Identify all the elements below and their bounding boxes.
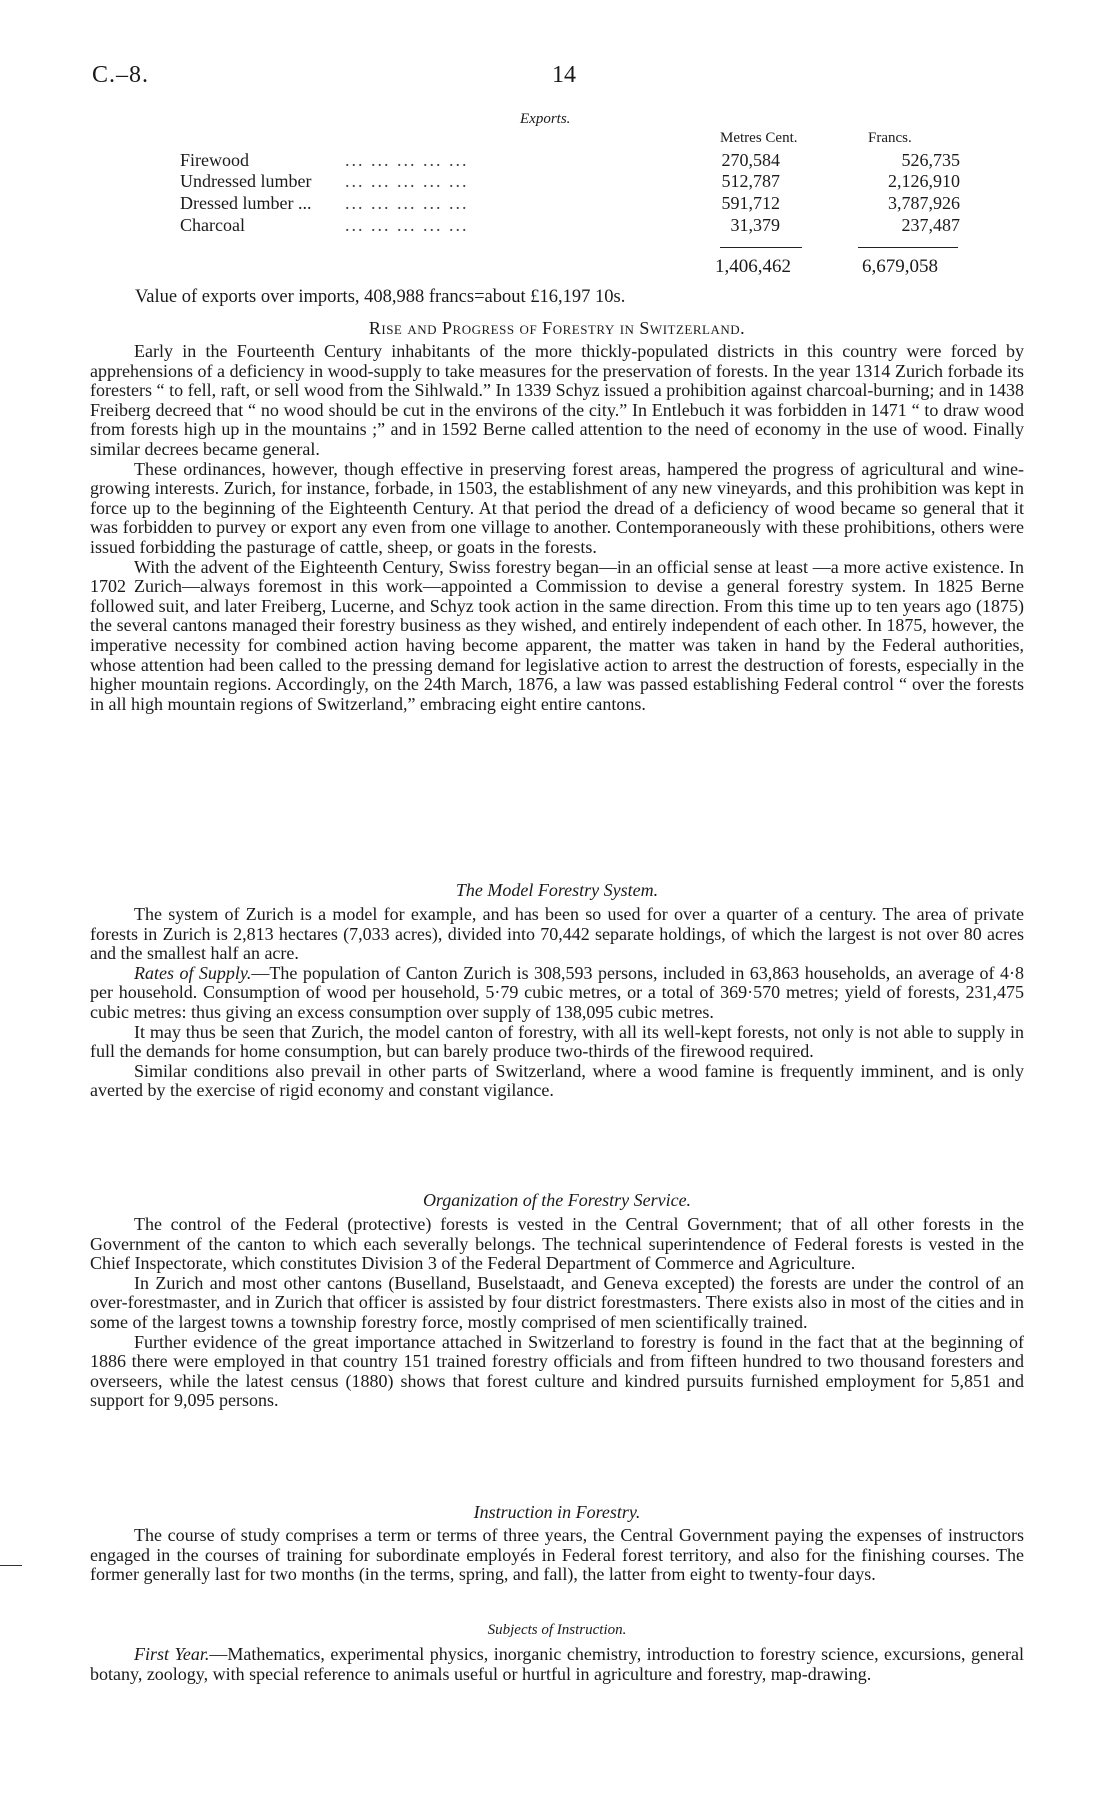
exports-table-title: Exports. <box>520 111 571 127</box>
first-year-text: —Mathematics, experimental physics, inorganic chemistry, introduction to forestry science, excursions, general botany, zoology, with special reference to animals useful or hurtful in agriculture and forestry, map-drawing. <box>90 1644 1024 1684</box>
paragraph: The course of study comprises a term or terms of three years, the Central Government paying the expenses of instructors engaged in the courses of training for subordinate employés in Federal forest territory, and also for the finishing courses. The former generally last for two months (in the terms, spring, and fall), the latter from eight to twenty-four days. <box>90 1525 1024 1585</box>
table-row <box>180 215 960 237</box>
total-metres: 1,406,462 <box>715 256 791 277</box>
paragraph: The system of Zurich is a model for example, and has been so used for over a quarter of a century. The area of private forests in Zurich is 2,813 hectares (7,033 acres), divided into 70,442 separate holdings, of which the largest is not over 80 acres and the smallest half an acre. <box>90 904 1024 964</box>
row-francs: 526,735 <box>901 150 960 170</box>
section-heading-model: The Model Forestry System. <box>455 880 659 900</box>
row-label: Dressed lumber ... <box>180 193 312 213</box>
paragraph: It may thus be seen that Zurich, the model canton of forestry, with all its well-kept forests, not only is not able to supply in full the demands for home consumption, but can barely produce two-thirds of the firewood required. <box>90 1021 1024 1062</box>
document-code: C.–8. <box>92 62 150 88</box>
row-metres: 31,379 <box>730 215 780 235</box>
total-francs: 6,679,058 <box>862 256 938 277</box>
paragraph: These ordinances, however, though effective in preserving forest areas, hampered the progress of agricultural and wine-growing interests. Zurich, for instance, forbade, in 1503, the establishment of any new vineyards, and this prohibition was kept in force up to the beginning of the Eighteenth Century. At that period the dread of a deficiency of wood became so general that it was forbidden to purvey or export any even from one village to another. Contemporaneously with these prohibitions, others were issued forbidding the pasturage of cattle, sheep, or goats in the forests. <box>90 458 1024 557</box>
paragraph <box>90 1645 1024 1684</box>
total-rule-metres <box>720 247 802 248</box>
total-rule-francs <box>858 247 958 248</box>
rates-of-supply-text: —The population of Canton Zurich is 308,593 persons, included in 63,863 households, an average of 4·8 per household. Consumption of wood per household, 5·79 cubic metres, or a total of 369·570 metres; yield of forests, 231,475 cubic metres: thus giving an excess consumption over supply of 138,095 cubic metres. <box>90 962 1024 1022</box>
paragraph: Further evidence of the great importance attached in Switzerland to forestry is found in the fact that at the beginning of 1886 there were employed in that country 151 trained forestry officials and from fifteen hundred to two thousand foresters and overseers, while the latest census (1880) shows that forest culture and kindred pursuits furnished employment for 5,851 and support for 9,095 persons. <box>90 1331 1024 1411</box>
section-heading-organization: Organization of the Forestry Service. <box>422 1190 692 1210</box>
row-label: Undressed lumber <box>180 171 312 191</box>
leader-dots: ... ... ... ... ... <box>345 150 469 170</box>
section-heading-instruction: Instruction in Forestry. <box>473 1502 641 1522</box>
section-body-rise <box>90 342 1024 714</box>
row-label: Charcoal <box>180 215 245 235</box>
table-row <box>180 171 960 193</box>
row-metres: 512,787 <box>721 171 780 191</box>
paragraph: In Zurich and most other cantons (Buselland, Buselstaadt, and Geneva excepted) the forests are under the control of an over-forestmaster, and in Zurich that officer is assisted by four district forestmasters. There exists also in most of the cities and in some of the largest towns a township forestry force, mostly comprised of men scientifically trained. <box>90 1272 1024 1332</box>
row-metres: 270,584 <box>721 150 780 170</box>
row-francs: 2,126,910 <box>888 171 960 191</box>
section-body-organization <box>90 1215 1024 1411</box>
row-francs: 3,787,926 <box>888 193 960 213</box>
paragraph: With the advent of the Eighteenth Century, Swiss forestry began—in an official sense at least —a more active existence. In 1702 Zurich—always foremost in this work—appointed a Commission to devise a general forestry system. In 1825 Berne followed suit, and later Freiberg, Lucerne, and Schyz took action in the same direction. From this time up to ten years ago (1875) the several cantons managed their forestry business as they wished, and entirely independent of each other. In 1875, however, the imperative necessity for combined action having become apparent, the matter was taken in hand by the Federal authorities, whose attention had been called to the pressing demand for legislative action to arrest the destruction of forests, especially in the higher mountain regions. Accordingly, on the 24th March, 1876, a law was passed establishing Federal control “ over the forests in all high mountain regions of Switzerland,” embracing eight entire cantons. <box>90 556 1024 714</box>
value-of-exports-line: Value of exports over imports, 408,988 francs=about £16,197 10s. <box>135 287 626 307</box>
margin-mark <box>0 1565 22 1566</box>
column-header-francs: Francs. <box>868 130 912 146</box>
leader-dots: ... ... ... ... ... <box>345 171 469 191</box>
paragraph: Early in the Fourteenth Century inhabitants of the more thickly-populated districts in this country were forced by apprehensions of a deficiency in wood-supply to take measures for the preservation of forests. In the year 1314 Zurich forbade its foresters “ to fell, raft, or sell wood from the Sihlwald.” In 1339 Schyz issued a prohibition against charcoal-burning; and in 1438 Freiberg decreed that “ no wood should be cut in the environs of the city.” In Entlebuch it was forbidden in 1471 “ to draw wood from forests high up in the mountains ;” and in 1592 Berne called attention to the need of economy in the use of wood. Finally similar decrees became general. <box>90 341 1024 459</box>
section-body-model <box>90 905 1024 1101</box>
row-label: Firewood <box>180 150 249 170</box>
paragraph <box>90 964 1024 1023</box>
rates-of-supply-lead: Rates of Supply. <box>134 962 252 983</box>
leader-dots: ... ... ... ... ... <box>345 193 469 213</box>
column-header-metres: Metres Cent. <box>720 130 798 146</box>
leader-dots: ... ... ... ... ... <box>345 215 469 235</box>
first-year-lead: First Year. <box>134 1644 210 1664</box>
section-body-instruction <box>90 1526 1024 1585</box>
section-body-subjects <box>90 1645 1024 1684</box>
section-heading-rise: Rise and Progress of Forestry in Switzerland. <box>368 318 746 338</box>
page-number: 14 <box>552 62 576 88</box>
table-row <box>180 193 960 215</box>
row-francs: 237,487 <box>901 215 960 235</box>
row-metres: 591,712 <box>721 193 780 213</box>
paragraph: The control of the Federal (protective) forests is vested in the Central Government; that of all other forests in the Government of the canton to which each severally belongs. The technical superintendence of Federal forests is vested in the Chief Inspectorate, which constitutes Division 3 of the Federal Department of Commerce and Agriculture. <box>90 1214 1024 1274</box>
table-row <box>180 150 960 172</box>
paragraph: Similar conditions also prevail in other parts of Switzerland, where a wood famine is frequently imminent, and is only averted by the exercise of rigid economy and constant vigilance. <box>90 1060 1024 1101</box>
subheading-subjects: Subjects of Instruction. <box>487 1622 627 1638</box>
